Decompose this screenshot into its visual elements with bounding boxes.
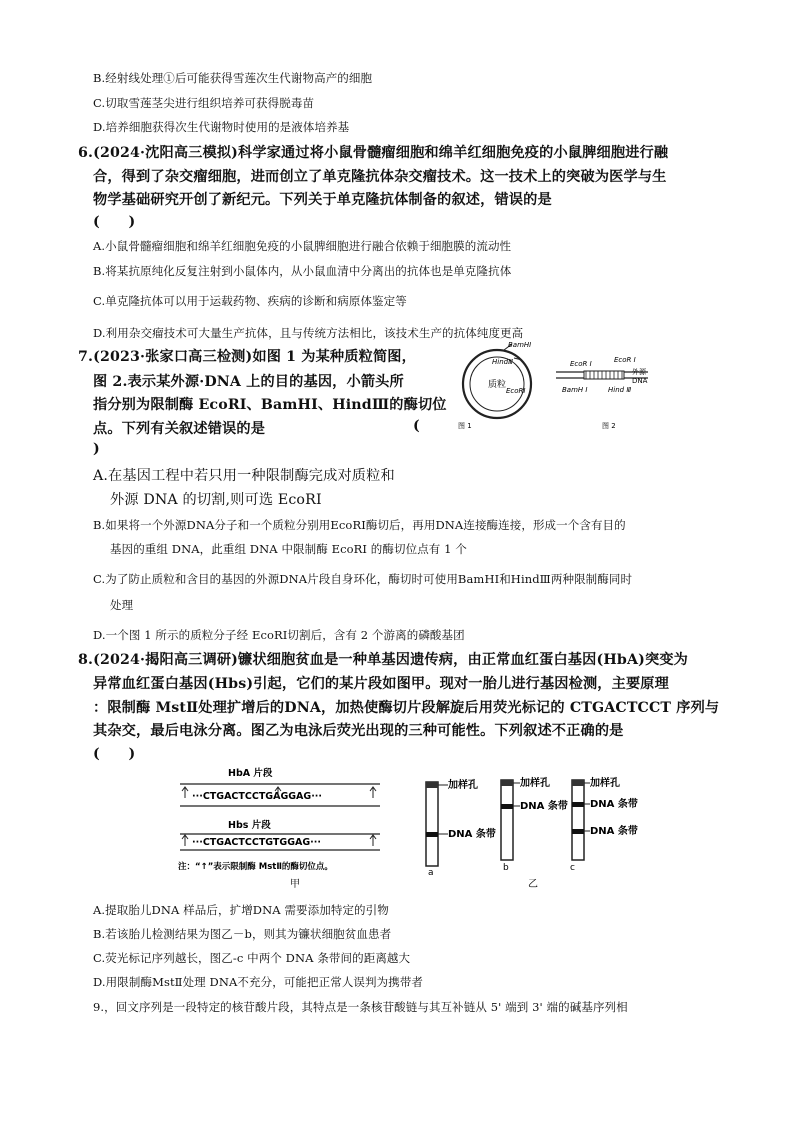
gel-lane-c — [572, 780, 584, 860]
ecori-top-label-2: EcoR Ⅰ — [614, 356, 636, 364]
hba-cut-arrow-3 — [370, 787, 376, 798]
q7-option-b-line-2: 基因的重组 DNA，此重组 DNA 中限制酶 EcoRI 的酶切位点有 1 个 — [110, 542, 467, 556]
gel-lane-a — [426, 782, 438, 866]
lane-c-band-upper-label: DNA 条带 — [590, 799, 638, 810]
hba-sequence: ···CTGACTCCTGAGGAG··· — [192, 791, 323, 802]
hba-cut-arrow-1 — [182, 787, 188, 798]
q5-option-c: C.切取雪莲茎尖进行组织培养可获得脱毒苗 — [93, 96, 315, 110]
q6-stem-line-2: 合，得到了杂交瘤细胞，进而创立了单克隆抗体杂交瘤技术。这一技术上的突破为医学与生 — [93, 169, 667, 185]
lane-a-caption: a — [428, 868, 434, 878]
gel-lane-b — [501, 780, 513, 860]
q6-option-c: C.单克隆抗体可以用于运载药物、疾病的诊断和病原体鉴定等 — [93, 294, 407, 308]
q7-option-c-line-1: C.为了防止质粒和含目的基因的外源DNA片段自身环化，酶切时可使用BamHI和HindⅢ两种限制酶同时 — [93, 572, 633, 586]
bamhi-site-label: BamHⅠ — [508, 341, 532, 349]
lane-b-well-label: 加样孔 — [520, 778, 550, 789]
lane-a-band-label: DNA 条带 — [448, 829, 496, 840]
figure-jia-caption: 甲 — [290, 879, 300, 890]
lane-a-band — [426, 832, 438, 837]
lane-a-well-label: 加样孔 — [448, 780, 478, 791]
q7-option-a-line-2: 外源 DNA 的切割,则可选 EcoRI — [110, 492, 322, 508]
hbs-cut-arrow-2 — [370, 835, 376, 846]
figure-note: 注：“↑”表示限制酶 MstⅡ的酶切位点。 — [178, 862, 333, 872]
foreign-dna-label-1: 外源 — [632, 368, 646, 376]
figure-1-caption: 图 1 — [458, 422, 472, 430]
q8-answer-paren: ( ) — [93, 746, 136, 762]
q6-option-d: D.利用杂交瘤技术可大量生产抗体，且与传统方法相比，该技术生产的抗体纯度更高 — [93, 326, 524, 340]
hbs-sequence: ···CTGACTCCTGTGGAG··· — [192, 837, 321, 848]
q8-option-a: A.提取胎儿DNA 样品后，扩增DNA 需要添加特定的引物 — [93, 903, 389, 917]
q7-plasmid-figure — [452, 340, 662, 432]
q7-option-a-line-1: A.在基因工程中若只用一种限制酶完成对质粒和 — [93, 468, 395, 484]
hind-site-label: HindⅢ — [492, 358, 513, 366]
q6-stem-line-1: 6.(2024·沈阳高三模拟)科学家通过将小鼠骨髓瘤细胞和绵羊红细胞免疫的小鼠脾细胞进行融 — [78, 145, 669, 161]
q6-option-b: B.将某抗原纯化反复注射到小鼠体内，从小鼠血清中分离出的抗体也是单克隆抗体 — [93, 264, 512, 278]
lane-b-well — [501, 780, 513, 786]
hbs-fragment-title: Hbs 片段 — [228, 820, 271, 831]
lane-c-well-label: 加样孔 — [590, 778, 620, 789]
lane-c-caption: c — [570, 863, 575, 873]
q5-option-d: D.培养细胞获得次生代谢物时使用的是液体培养基 — [93, 120, 350, 134]
foreign-dna-label-2: DNA — [632, 377, 648, 385]
q7-stem-line-3: 指分别为限制酶 EcoRI、BamHI、HindⅢ的酶切位 — [93, 397, 447, 413]
q8-stem-line-3: ：限制酶 MstⅡ处理扩增后的DNA，加热使酶切片段解旋后用荧光标记的 CTGACTCCT 序列与 — [93, 700, 720, 716]
lane-c-band-upper — [572, 802, 584, 807]
q8-option-c: C.荧光标记序列越长，图乙-c 中两个 DNA 条带间的距离越大 — [93, 951, 411, 965]
q7-stem-line-1: 7.(2023·张家口高三检测)如图 1 为某种质粒简图， — [78, 349, 416, 365]
q7-option-b-line-1: B.如果将一个外源DNA分子和一个质粒分别用EcoRⅠ酶切后，再用DNA连接酶连接，形成一个含有目的 — [93, 518, 626, 532]
q5-option-b: B.经射线处理①后可能获得雪莲次生代谢物高产的细胞 — [93, 71, 373, 85]
ecori-site-label: EcoRⅠ — [506, 387, 526, 395]
lane-b-band — [501, 804, 513, 809]
q7-stem-line-2: 图 2.表示某外源·DNA 上的目的基因，小箭头所 — [93, 374, 404, 390]
lane-c-band-lower-label: DNA 条带 — [590, 826, 638, 837]
q8-stem-line-1: 8.(2024·揭阳高三调研)镰状细胞贫血是一种单基因遗传病，由正常血红蛋白基因(HbA)突变为 — [78, 652, 688, 668]
q7-paren-close: ) — [93, 441, 100, 457]
bamhi-bottom-label: BamH Ⅰ — [562, 386, 588, 394]
lane-c-well — [572, 780, 584, 786]
figure-yi-caption: 乙 — [528, 879, 538, 890]
q6-option-a: A.小鼠骨髓瘤细胞和绵羊红细胞免疫的小鼠脾细胞进行融合依赖于细胞膜的流动性 — [93, 239, 512, 253]
hind-bottom-label: Hind Ⅲ — [608, 386, 632, 394]
q8-option-d: D.用限制酶MstⅡ处理 DNA不充分，可能把正常人误判为携带者 — [93, 975, 424, 989]
hbs-cut-arrow-1 — [182, 835, 188, 846]
q8-gel-figure — [170, 764, 656, 892]
q6-answer-paren: ( ) — [93, 214, 136, 230]
lane-a-well — [426, 782, 438, 788]
lane-b-band-label: DNA 条带 — [520, 801, 568, 812]
q9-stem-line-1: 9.，回文序列是一段特定的核苷酸片段，其特点是一条核苷酸链与其互补链从 5' 端到 3' 端的碱基序列相 — [93, 1000, 628, 1014]
ecori-top-label-1: EcoR Ⅰ — [570, 360, 592, 368]
lane-b-caption: b — [503, 863, 509, 873]
q8-stem-line-4: 其杂交，最后电泳分离。图乙为电泳后荧光出现的三种可能性。下列叙述不正确的是 — [93, 723, 624, 739]
hba-fragment-title: HbA 片段 — [228, 768, 273, 779]
q8-stem-line-2: 异常血红蛋白基因(Hbs)引起，它们的某片段如图甲。现对一胎儿进行基因检测，主要原理 — [93, 676, 669, 692]
q6-stem-line-3: 物学基础研究开创了新纪元。下列关于单克隆抗体制备的叙述，错误的是 — [93, 192, 552, 208]
figure-2-caption: 图 2 — [602, 422, 616, 430]
q8-option-b: B.若该胎儿检测结果为图乙－b，则其为镰状细胞贫血患者 — [93, 927, 392, 941]
q7-paren-open: ( — [413, 418, 420, 434]
q7-option-c-line-2: 处理 — [110, 598, 134, 612]
plasmid-label: 质粒 — [487, 380, 507, 390]
q7-option-d: D.一个图 1 所示的质粒分子经 EcoRI切割后，含有 2 个游离的磷酸基团 — [93, 628, 465, 642]
lane-c-band-lower — [572, 829, 584, 834]
q7-stem-line-4: 点。下列有关叙述错误的是 — [93, 421, 266, 437]
